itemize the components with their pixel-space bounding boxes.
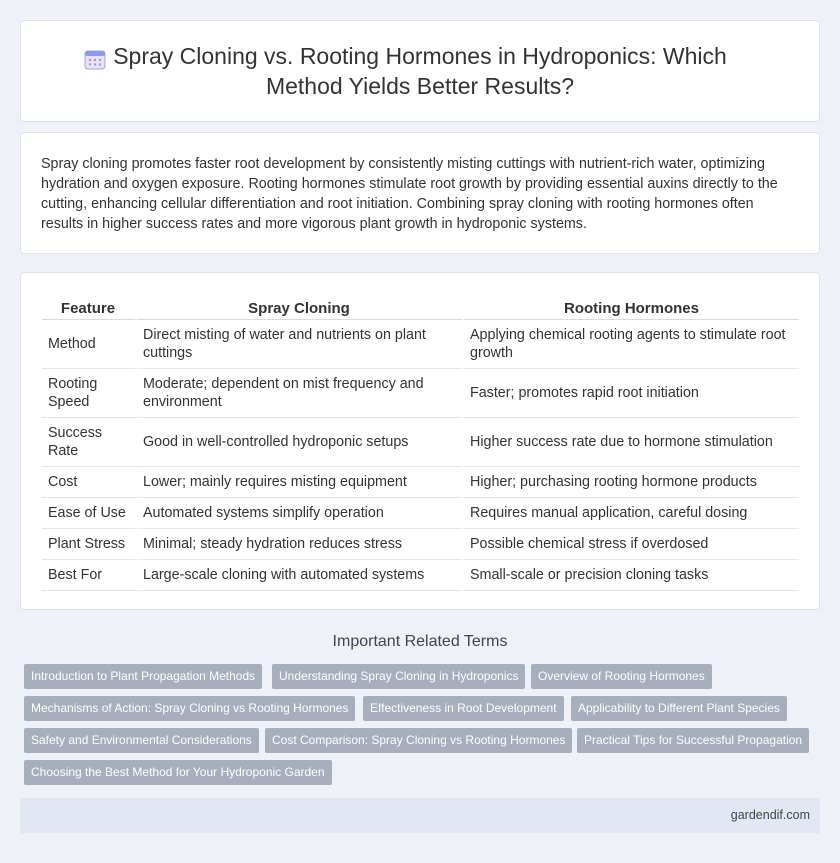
tag-link[interactable]: Choosing the Best Method for Your Hydroponic Garden [24,760,332,785]
feature-cell: Best For [42,560,137,591]
feature-cell: Rooting Speed [42,369,137,418]
tag-link[interactable]: Applicability to Different Plant Species [571,696,787,721]
comparison-card [20,272,820,610]
header-rooting-hormones: Rooting Hormones [464,293,799,320]
table-header-row [42,293,799,320]
table-row [42,369,799,418]
hormone-cell: Faster; promotes rapid root initiation [464,369,799,418]
footer-site-link[interactable]: gardendif.com [730,808,810,822]
spray-cell: Minimal; steady hydration reduces stress [137,529,464,560]
table-row [42,498,799,529]
comparison-table [42,293,799,591]
tag-link[interactable]: Introduction to Plant Propagation Methods [24,664,262,689]
related-terms-title: Important Related Terms [332,633,508,650]
hormone-cell: Applying chemical rooting agents to stimulate root growth [464,320,799,369]
feature-cell: Cost [42,467,137,498]
intro-paragraph: Spray cloning promotes faster root development by consistently misting cuttings with nutrient-rich water, optimizing hydration and oxygen exposure. Rooting hormones stimulate root growth by providing essential auxins directly to the cutting, enhancing cellular differentiation and root initiation. Combining spray cloning with rooting hormones often results in higher success rates and more vigorous plant growth in hydroponic systems. [41,156,778,232]
table-row [42,467,799,498]
tag-link[interactable]: Practical Tips for Successful Propagation [577,728,809,753]
tag-link[interactable]: Mechanisms of Action: Spray Cloning vs Rooting Hormones [24,696,355,721]
page-title-line-2: Method Yields Better Results? [265,73,575,99]
tag-link[interactable]: Effectiveness in Root Development [363,696,564,721]
hormone-cell: Small-scale or precision cloning tasks [464,560,799,591]
hormone-cell: Requires manual application, careful dosing [464,498,799,529]
footer [20,798,820,833]
spray-cell: Direct misting of water and nutrients on plant cuttings [137,320,464,369]
spray-cell: Good in well-controlled hydroponic setups [137,418,464,467]
title-card [20,20,820,122]
table-row [42,418,799,467]
tag-link[interactable]: Safety and Environmental Considerations [24,728,259,753]
hormone-cell: Possible chemical stress if overdosed [464,529,799,560]
hormone-cell: Higher; purchasing rooting hormone products [464,467,799,498]
tag-link[interactable]: Cost Comparison: Spray Cloning vs Rooting Hormones [265,728,572,753]
spray-cell: Automated systems simplify operation [137,498,464,529]
feature-cell: Plant Stress [42,529,137,560]
hormone-cell: Higher success rate due to hormone stimulation [464,418,799,467]
feature-cell: Method [42,320,137,369]
page-title [21,41,819,101]
tag-link[interactable]: Understanding Spray Cloning in Hydroponics [272,664,525,689]
header-feature: Feature [42,293,137,320]
table-row [42,320,799,369]
page-title-line-1: Spray Cloning vs. Rooting Hormones in Hydroponics: Which [113,43,727,69]
feature-cell: Ease of Use [42,498,137,529]
spray-cell: Large-scale cloning with automated systems [137,560,464,591]
intro-card [20,132,820,254]
table-row [42,529,799,560]
feature-cell: Success Rate [42,418,137,467]
table-row [42,560,799,591]
spray-cell: Lower; mainly requires misting equipment [137,467,464,498]
header-spray-cloning: Spray Cloning [137,293,464,320]
spray-cell: Moderate; dependent on mist frequency and environment [137,369,464,418]
tag-link[interactable]: Overview of Rooting Hormones [531,664,712,689]
